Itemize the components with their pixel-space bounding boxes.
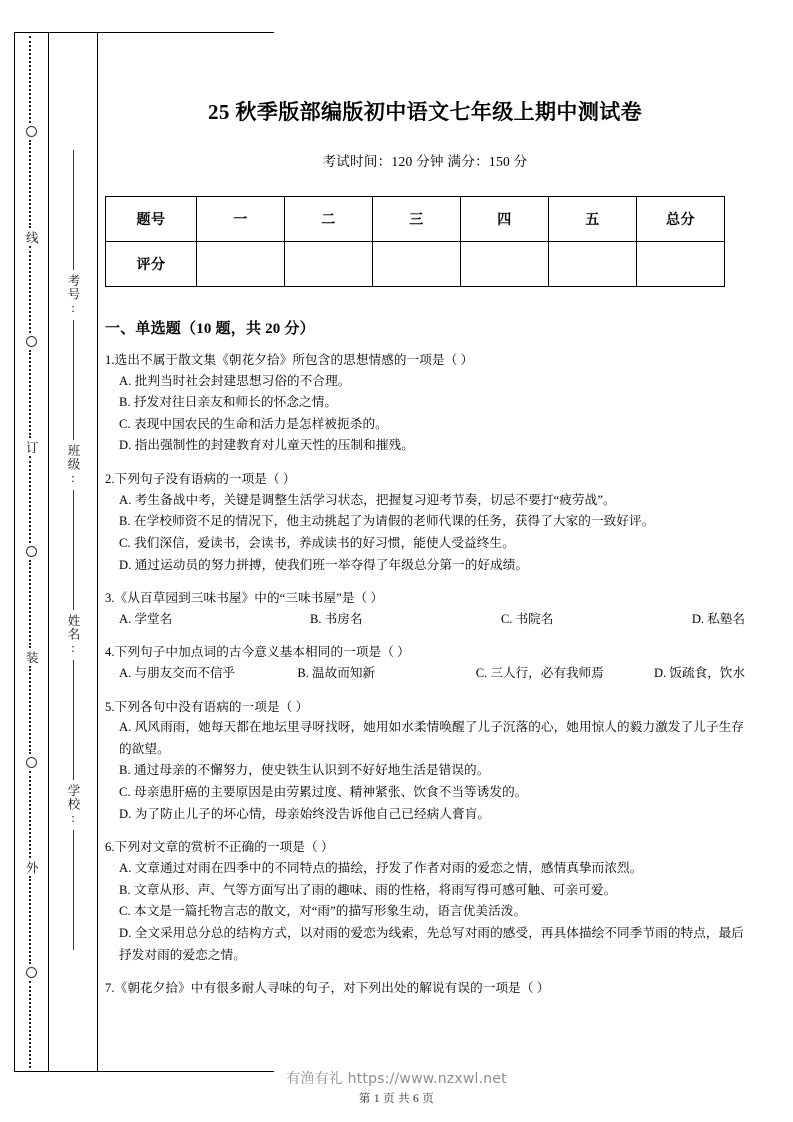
exam-meta-line: 考试时间：120 分钟 满分：150 分 <box>322 154 528 169</box>
page-number: 第 1 页 共 6 页 <box>358 1093 435 1105</box>
score-table-row-label-number: 题号 <box>106 197 197 242</box>
question-option-d[interactable]: D. 通过运动员的努力拼搏，使我们班一举夺得了年级总分第一的好成绩。 <box>119 557 529 572</box>
question-3 <box>105 589 745 630</box>
question-stem: 6.下列对文章的赏析不正确的一项是（ ） <box>105 840 334 855</box>
seal-char-zhuang: 装 <box>24 650 39 664</box>
seal-char-line: 线 <box>24 230 39 244</box>
question-stem: 5.下列各句中没有语病的一项是（ ） <box>105 699 309 714</box>
seal-circle-icon <box>26 336 37 347</box>
score-cell-total[interactable] <box>637 242 725 287</box>
score-cell-3[interactable] <box>373 242 461 287</box>
seal-dash-segment <box>29 140 33 227</box>
question-option-b[interactable]: B. 书房名 <box>309 611 363 626</box>
question-option-d[interactable]: D. 私塾名 <box>691 611 745 626</box>
exam-content <box>105 0 745 1122</box>
question-option-c[interactable]: C. 我们深信，爱读书，会读书，养成读书的好习惯，能使人受益终生。 <box>119 535 515 550</box>
question-option-a[interactable]: A. 与朋友交而不信乎 <box>119 665 236 680</box>
watermark-text: 有渔有礼 https://www.nzxwl.net <box>286 1071 507 1087</box>
score-cell-4[interactable] <box>461 242 549 287</box>
question-option-b[interactable]: B. 抒发对往日亲友和师长的怀念之情。 <box>119 395 338 410</box>
section-heading-single-choice: 一、单选题（10 题，共 20 分） <box>105 321 315 337</box>
seal-circle-icon <box>26 757 37 768</box>
question-option-b[interactable]: B. 文章从形、声、气等方面写出了雨的趣味、雨的性格，将雨写得可感可触、可亲可爱。 <box>119 882 617 897</box>
seal-dash-segment <box>29 350 33 437</box>
score-table <box>105 196 725 287</box>
question-stem: 2.下列句子没有语病的一项是（ ） <box>105 472 296 487</box>
question-option-b[interactable]: B. 通过母亲的不懈努力，使史铁生认识到不好好地生活是错误的。 <box>119 763 490 778</box>
question-6 <box>105 838 745 966</box>
seal-dash-segment <box>29 666 33 753</box>
info-rule <box>73 150 74 270</box>
score-table-col-3: 三 <box>373 197 461 242</box>
question-5 <box>105 698 745 826</box>
question-1 <box>105 351 745 457</box>
question-option-d[interactable]: D. 饭疏食，饮水 <box>654 665 745 680</box>
score-table-col-1: 一 <box>197 197 285 242</box>
score-cell-5[interactable] <box>549 242 637 287</box>
question-option-a[interactable]: A. 批判当时社会封建思想习俗的不合理。 <box>119 373 351 388</box>
info-rule <box>73 320 74 440</box>
question-option-d[interactable]: D. 全文采用总分总的结构方式，以对雨的爱恋为线索，先总写对雨的感受，再具体描绘不同季节雨的特点，最后抒发对雨的爱恋之情。 <box>119 925 744 962</box>
seal-dash-segment <box>29 456 33 543</box>
question-option-a[interactable]: A. 文章通过对雨在四季中的不同特点的描绘，抒发了作者对雨的爱恋之情，感情真挚而浓烈。 <box>119 860 643 875</box>
question-stem: 3.《从百草园到三味书屋》中的“三味书屋”是（ ） <box>105 591 384 606</box>
page-title: 25 秋季版部编版初中语文七年级上期中测试卷 <box>207 100 643 124</box>
score-table-col-total: 总分 <box>637 197 725 242</box>
info-label-exam-number[interactable]: 考号: <box>66 274 80 316</box>
seal-dash-segment <box>29 36 33 123</box>
info-label-school[interactable]: 学校: <box>66 784 80 826</box>
question-option-d[interactable]: D. 指出强制性的封建教育对儿童天性的压制和摧残。 <box>119 438 414 453</box>
question-option-a[interactable]: A. 学堂名 <box>119 611 173 626</box>
table-row-header <box>106 197 725 242</box>
seal-dash-segment <box>29 771 33 858</box>
question-stem: 7.《朝花夕拾》中有很多耐人寻味的句子，对下列出处的解说有误的一项是（ ） <box>105 981 550 996</box>
question-option-c[interactable]: C. 表现中国农民的生命和活力是怎样被扼杀的。 <box>119 416 388 431</box>
seal-dash-segment <box>29 981 33 1068</box>
sealing-line-strip <box>16 34 46 1070</box>
seal-circle-icon <box>26 126 37 137</box>
seal-circle-icon <box>26 967 37 978</box>
page-footer <box>0 1068 793 1106</box>
question-4 <box>105 643 745 684</box>
question-2 <box>105 470 745 576</box>
info-label-name[interactable]: 姓名: <box>66 614 80 656</box>
seal-dash-segment <box>29 560 33 647</box>
score-table-col-2: 二 <box>285 197 373 242</box>
question-option-b[interactable]: B. 在学校师资不足的情况下，他主动挑起了为请假的老师代课的任务，获得了大家的一致好评。 <box>119 514 655 529</box>
question-option-b[interactable]: B. 温故而知新 <box>297 665 376 680</box>
question-option-c[interactable]: C. 三人行，必有我师焉 <box>475 665 604 680</box>
seal-char-wai: 外 <box>24 860 39 874</box>
table-row-score <box>106 242 725 287</box>
seal-dash-segment <box>29 876 33 963</box>
question-option-a[interactable]: A. 考生备战中考，关键是调整生活学习状态，把握复习迎考节奏，切忌不要打“疲劳战”。 <box>119 492 616 507</box>
score-table-col-4: 四 <box>461 197 549 242</box>
seal-char-ding: 订 <box>24 440 39 454</box>
info-label-class[interactable]: 班级: <box>66 444 80 486</box>
question-options-row <box>105 663 745 685</box>
seal-dash-segment <box>29 246 33 333</box>
student-info-column <box>52 150 94 950</box>
question-stem: 4.下列句子中加点词的古今意义基本相同的一项是（ ） <box>105 645 410 660</box>
score-cell-2[interactable] <box>285 242 373 287</box>
info-rule <box>73 830 74 950</box>
seal-circle-icon <box>26 546 37 557</box>
score-cell-1[interactable] <box>197 242 285 287</box>
score-table-row-label-score: 评分 <box>106 242 197 287</box>
question-stem: 1.选出不属于散文集《朝花夕拾》所包含的思想情感的一项是（ ） <box>105 353 474 367</box>
question-option-c[interactable]: C. 母亲患肝癌的主要原因是由劳累过度、精神紧张、饮食不当等诱发的。 <box>119 785 528 800</box>
question-options-row <box>105 609 745 631</box>
info-rule <box>73 490 74 610</box>
question-option-d[interactable]: D. 为了防止儿子的坏心情，母亲始终没告诉他自己已经病人膏肓。 <box>119 806 491 821</box>
question-option-a[interactable]: A. 风风雨雨，她每天都在地坛里寻呀找呀，她用如水柔情唤醒了儿子沉落的心，她用惊人的毅力激发了儿子生存的欲望。 <box>119 720 744 756</box>
score-table-col-5: 五 <box>549 197 637 242</box>
question-option-c[interactable]: C. 本文是一篇托物言志的散文，对“雨”的描写形象生动，语言优美活泼。 <box>119 904 527 919</box>
question-7 <box>105 979 745 999</box>
question-option-c[interactable]: C. 书院名 <box>500 611 554 626</box>
info-rule <box>73 660 74 780</box>
